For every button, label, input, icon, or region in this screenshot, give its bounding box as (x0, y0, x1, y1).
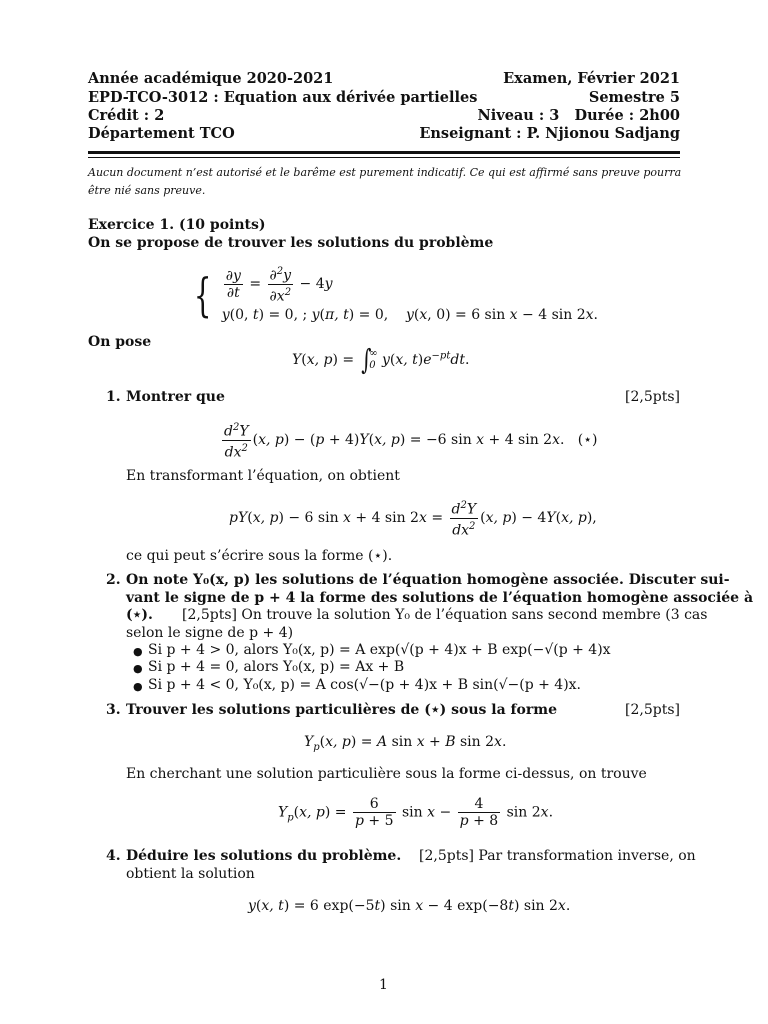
bullet-icon: ● (133, 662, 143, 675)
q1-number: 1. (106, 389, 121, 405)
q2-bullet2: Si p + 4 = 0, alors Y₀(x, p) = Ax + B (148, 659, 405, 675)
page-number: 1 (379, 977, 388, 993)
q3-particular-solution: $Y_p(x$, p) = $\frac{6}{p + 5}$ sin x − $\frac{4}{p + 8}$ sin 2x. (278, 796, 554, 829)
final-solution: y(x, t) = 6 exp(−5t) sin x − 4 exp(−8t) sin 2x. (248, 898, 571, 914)
q4-line2: obtient la solution (126, 866, 255, 882)
q2-line1: On note Y₀(x, p) les solutions de l’équation homogène associée. Discuter sui- (126, 572, 730, 588)
q4-title: Déduire les solutions du problème. (126, 848, 402, 864)
on-pose-label: On pose (88, 334, 152, 350)
header-rule-thick (88, 151, 680, 154)
level-duration: Niveau : 3 Durée : 2h00 (477, 107, 680, 124)
exam-notice: Aucun document n’est autorisé et le barême est purement indicatif. Ce qui est affirmé sans preuve pourra être nié sans preuve. (88, 166, 682, 197)
credit: Crédit : 2 (88, 107, 165, 124)
q2-line3-bold: (⋆). (126, 607, 153, 623)
q1-text1: En transformant l’équation, on obtient (126, 468, 400, 484)
laplace-definition: Y(x, p) = ∫ ∞ 0 y(x, $t)e^{-pt}dt$. (292, 343, 470, 376)
q2-line4: selon le signe de p + 4) (126, 625, 294, 641)
q2-bullet3: Si p + 4 < 0, Y₀(x, p) = A cos(√−(p + 4)x + B sin(√−(p + 4)x. (148, 677, 582, 693)
q1-points: [2,5pts] (625, 389, 680, 405)
q1-text2: ce qui peut s’écrire sous la forme (⋆). (126, 548, 393, 564)
department: Département TCO (88, 125, 235, 142)
q1-equation: $\frac{d^2Y}{dx^2}$ (x, p) − (p + 4)Y(x, p) = −6 sin x + 4 sin 2x. (⋆) (224, 422, 598, 461)
q3-particular-form: $Y_p(x$, p) = A sin x + B sin 2x. (304, 734, 507, 753)
q3-title: Trouver les solutions particulières de (⋆) sous la forme (126, 702, 557, 718)
exercise-intro: On se propose de trouver les solutions du problème (88, 235, 494, 251)
academic-year: Année académique 2020-2021 (88, 70, 334, 87)
q1-transformed-equation: pY(x, p) − 6 sin x + 4 sin 2x = $\frac{d^2Y}{dx^2}$ (x, p) − 4Y(x, p), (229, 500, 597, 539)
q3-points: [2,5pts] (625, 702, 680, 718)
bullet-icon: ● (133, 680, 143, 693)
exam-date: Examen, Février 2021 (503, 70, 680, 87)
q1-title: Montrer que (126, 389, 225, 405)
q4-number: 4. (106, 848, 121, 864)
teacher: Enseignant : P. Njionou Sadjang (419, 125, 680, 142)
bullet-icon: ● (133, 645, 143, 658)
exercise-title: Exercice 1. (10 points) (88, 217, 266, 233)
q2-bullet1: Si p + 4 > 0, alors Y₀(x, p) = A exp(√(p + 4)x + B exp(−√(p + 4)x (148, 642, 611, 658)
q2-line3-rest: [2,5pts] On trouve la solution Y₀ de l’équation sans second membre (3 cas (182, 607, 708, 623)
semester: Semestre 5 (588, 89, 680, 106)
q3-text1: En cherchant une solution particulière sous la forme ci-dessus, on trouve (126, 766, 647, 782)
q2-line2: vant le signe de p + 4 la forme des solutions de l’équation homogène associée à (126, 590, 754, 606)
q2-number: 2. (106, 572, 121, 588)
header-rule-thin (88, 157, 680, 158)
course-title: EPD-TCO-3012 : Equation aux dérivée partielles (88, 89, 478, 106)
pde-system: { $\frac{\partial y}{\partial t}$ = $\frac{\partial^2y}{\partial x^2}$ − 4y y(0, t) = 0, ; y(π, t) = 0, y(x, 0) = 6 sin x − 4 sin 2x. (193, 266, 598, 324)
q4-rest: [2,5pts] Par transformation inverse, on (419, 848, 696, 864)
q3-number: 3. (106, 702, 121, 718)
